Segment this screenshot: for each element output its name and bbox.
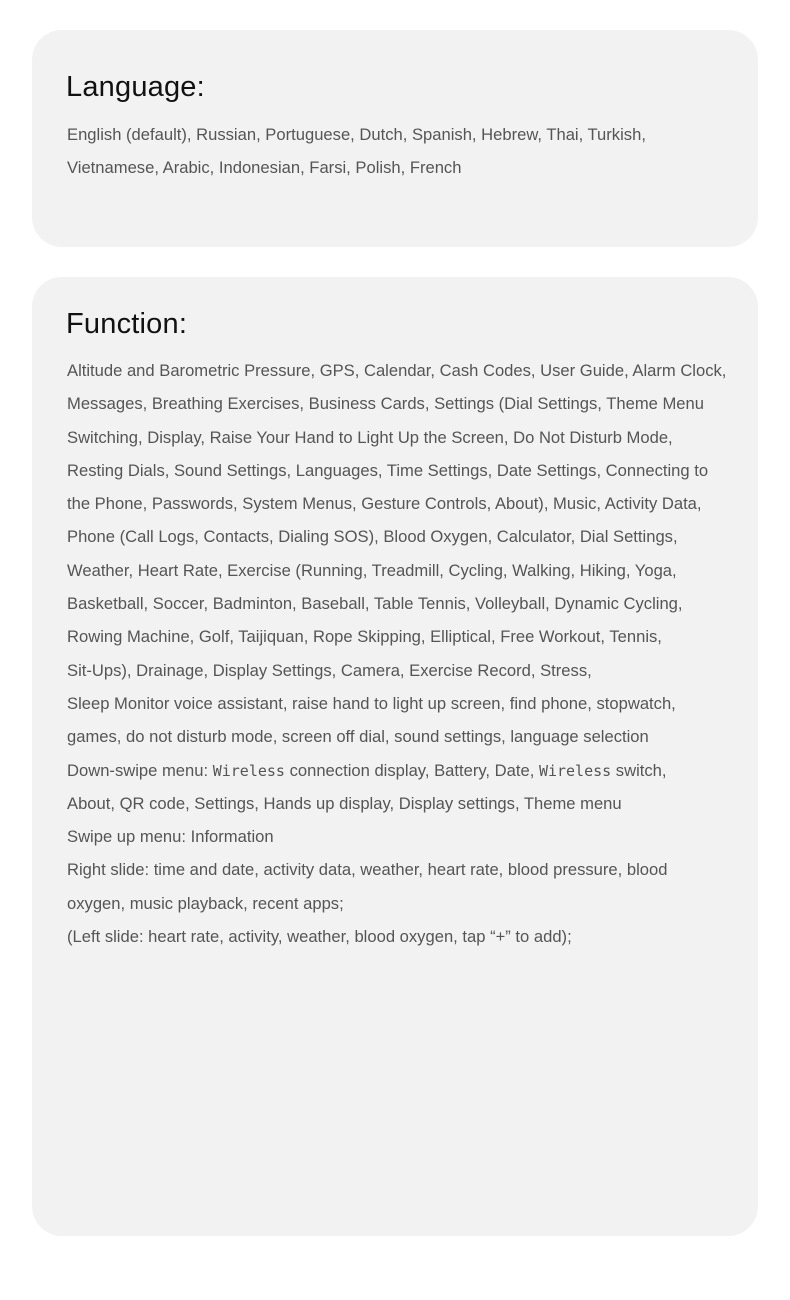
function-line: Phone (Call Logs, Contacts, Dialing SOS), Blood Oxygen, Calculator, Dial Settings, [67,527,678,547]
function-line: Messages, Breathing Exercises, Business Cards, Settings (Dial Settings, Theme Menu [67,394,704,414]
function-line: games, do not disturb mode, screen off dial, sound settings, language selection [67,727,649,747]
function-line: Switching, Display, Raise Your Hand to Light Up the Screen, Do Not Disturb Mode, [67,427,673,447]
function-line: Resting Dials, Sound Settings, Languages, Time Settings, Date Settings, Connecting to [67,460,709,480]
wireless-label: Wireless [538,761,612,780]
language-line: Vietnamese, Arabic, Indonesian, Farsi, Polish, French [67,158,462,178]
left-slide-line: (Left slide: heart rate, activity, weather, blood oxygen, tap “+” to add); [67,927,572,947]
down-swipe-suffix: switch, [611,760,667,780]
function-line: Altitude and Barometric Pressure, GPS, Calendar, Cash Codes, User Guide, Alarm Clock, [67,361,727,380]
wireless-label: Wireless [212,761,285,780]
right-slide-line: Right slide: time and date, activity data, weather, heart rate, blood pressure, blood [67,860,668,880]
language-list [67,118,646,185]
function-line: oxygen, music playback, recent apps; [67,893,344,913]
function-title: Function: [66,308,188,340]
function-line: Rowing Machine, Golf, Taijiquan, Rope Skipping, Elliptical, Free Workout, Tennis, [67,627,662,647]
function-card [32,277,758,1236]
function-line: Basketball, Soccer, Badminton, Baseball, Table Tennis, Volleyball, Dynamic Cycling, [67,594,683,614]
down-swipe-menu-line [67,754,726,787]
function-list [67,354,726,953]
function-line: the Phone, Passwords, System Menus, Gesture Controls, About), Music, Activity Data, [67,494,702,514]
function-line: About, QR code, Settings, Hands up display, Display settings, Theme menu [67,793,622,813]
function-line: Weather, Heart Rate, Exercise (Running, Treadmill, Cycling, Walking, Hiking, Yoga, [67,560,677,580]
language-card [32,30,758,247]
down-swipe-middle: connection display, Battery, Date, [284,760,539,780]
swipe-up-menu-line: Swipe up menu: Information [67,827,274,847]
language-title: Language: [66,71,205,103]
language-line: English (default), Russian, Portuguese, Dutch, Spanish, Hebrew, Thai, Turkish, [67,125,646,144]
function-line: Sleep Monitor voice assistant, raise hand to light up screen, find phone, stopwatch, [67,693,676,713]
down-swipe-prefix: Down-swipe menu: [67,760,213,780]
function-line: Sit-Ups), Drainage, Display Settings, Camera, Exercise Record, Stress, [67,660,592,680]
